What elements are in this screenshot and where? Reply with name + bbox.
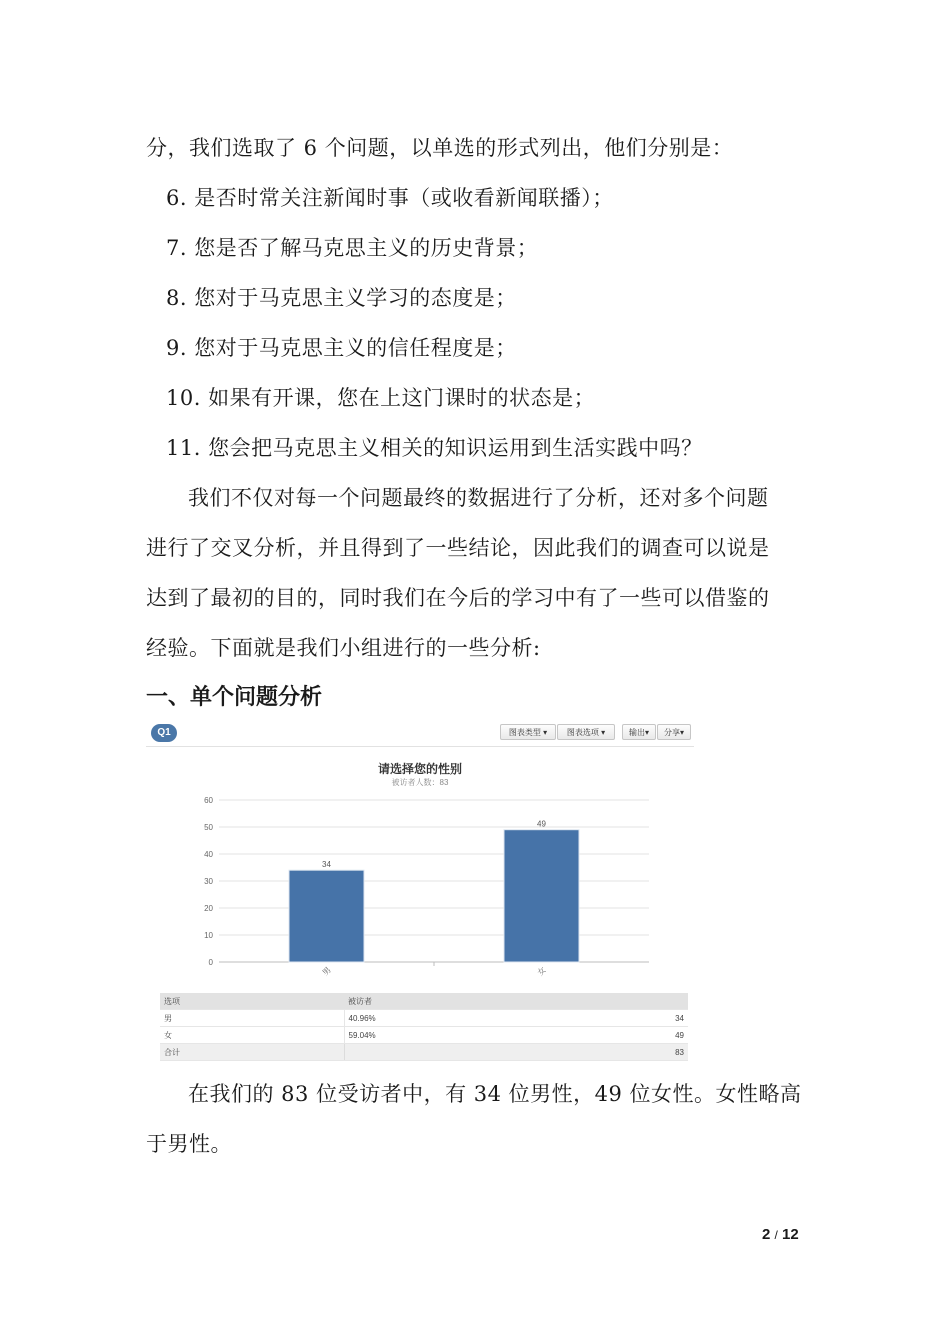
question-item-11: 11. 您会把马克思主义相关的知识运用到生活实践中吗？ <box>166 436 703 460</box>
analysis-line-4: 经验。下面就是我们小组进行的一些分析: <box>146 636 541 660</box>
paragraph-intro-end: 分，我们选取了 6 个问题，以单选的形式列出，他们分别是： <box>146 136 734 160</box>
y-tick-label: 0 <box>208 958 213 967</box>
page-current: 2 <box>762 1226 771 1243</box>
y-tick-label: 40 <box>204 850 213 859</box>
result-line-1: 在我们的 83 位受访者中，有 34 位男性，49 位女性。女性略高 <box>188 1082 802 1106</box>
table-cell-percent: 59.04% <box>344 1027 577 1044</box>
survey-chart-figure <box>146 718 694 1063</box>
analysis-line-3: 达到了最初的目的，同时我们在今后的学习中有了一些可以借鉴的 <box>146 586 770 610</box>
page-total: 12 <box>782 1226 799 1243</box>
table-row <box>160 1027 688 1044</box>
y-tick-label: 20 <box>204 904 213 913</box>
y-tick-label: 30 <box>204 877 213 886</box>
table-total-count: 83 <box>577 1044 688 1061</box>
question-item-7: 7. 您是否了解马克思主义的历史背景； <box>166 236 539 260</box>
x-tick-label: 女 <box>535 965 548 978</box>
share-label: 分享 <box>663 728 680 737</box>
summary-table <box>160 993 688 1061</box>
export-label: 输出 <box>628 728 645 737</box>
chart-title: 请选择您的性别 <box>377 762 462 776</box>
x-tick-label: 男 <box>320 965 333 978</box>
question-item-6: 6. 是否时常关注新闻时事（或收看新闻联播）； <box>166 186 614 210</box>
bar-chart <box>146 718 694 988</box>
table-header-row <box>160 993 688 1010</box>
bar <box>289 870 364 962</box>
table-cell-option: 男 <box>160 1010 344 1027</box>
question-item-9: 9. 您对于马克思主义的信任程度是； <box>166 336 517 360</box>
table-cell-count: 34 <box>577 1010 688 1027</box>
caret-down-icon: ▾ <box>543 728 548 737</box>
data-label: 34 <box>322 860 331 870</box>
table-header-option: 选项 <box>160 993 344 1010</box>
table-total-label: 合计 <box>160 1044 344 1061</box>
table-cell-percent: 40.96% <box>344 1010 577 1027</box>
table-row <box>160 1010 688 1027</box>
chart-subtitle: 被访者人数：83 <box>391 778 449 787</box>
y-tick-label: 10 <box>204 931 213 940</box>
question-badge: Q1 <box>151 724 177 742</box>
y-tick-label: 60 <box>204 796 213 805</box>
analysis-line-2: 进行了交叉分析，并且得到了一些结论，因此我们的调查可以说是 <box>146 536 770 560</box>
table-total-row <box>160 1044 688 1061</box>
caret-down-icon: ▾ <box>644 728 649 737</box>
chart-type-label: 图表类型 <box>508 728 541 737</box>
result-line-2: 于男性。 <box>146 1132 232 1156</box>
table-cell-option: 女 <box>160 1027 344 1044</box>
page-number <box>762 1226 799 1243</box>
question-item-8: 8. 您对于马克思主义学习的态度是； <box>166 286 517 310</box>
chart-options-label: 图表选项 <box>566 728 599 737</box>
data-label: 49 <box>537 819 546 829</box>
page-separator: / <box>774 1228 778 1242</box>
caret-down-icon: ▾ <box>601 728 606 737</box>
analysis-line-1: 我们不仅对每一个问题最终的数据进行了分析，还对多个问题 <box>188 486 769 510</box>
question-item-10: 10. 如果有开课，您在上这门课时的状态是； <box>166 386 596 410</box>
bar <box>504 830 579 962</box>
table-header-respondents: 被访者 <box>344 993 577 1010</box>
table-cell-count: 49 <box>577 1027 688 1044</box>
caret-down-icon: ▾ <box>679 728 684 737</box>
y-tick-label: 50 <box>204 823 213 832</box>
table-total-percent <box>344 1044 577 1061</box>
section-heading: 一、单个问题分析 <box>146 685 323 710</box>
table-header-count <box>577 993 688 1010</box>
